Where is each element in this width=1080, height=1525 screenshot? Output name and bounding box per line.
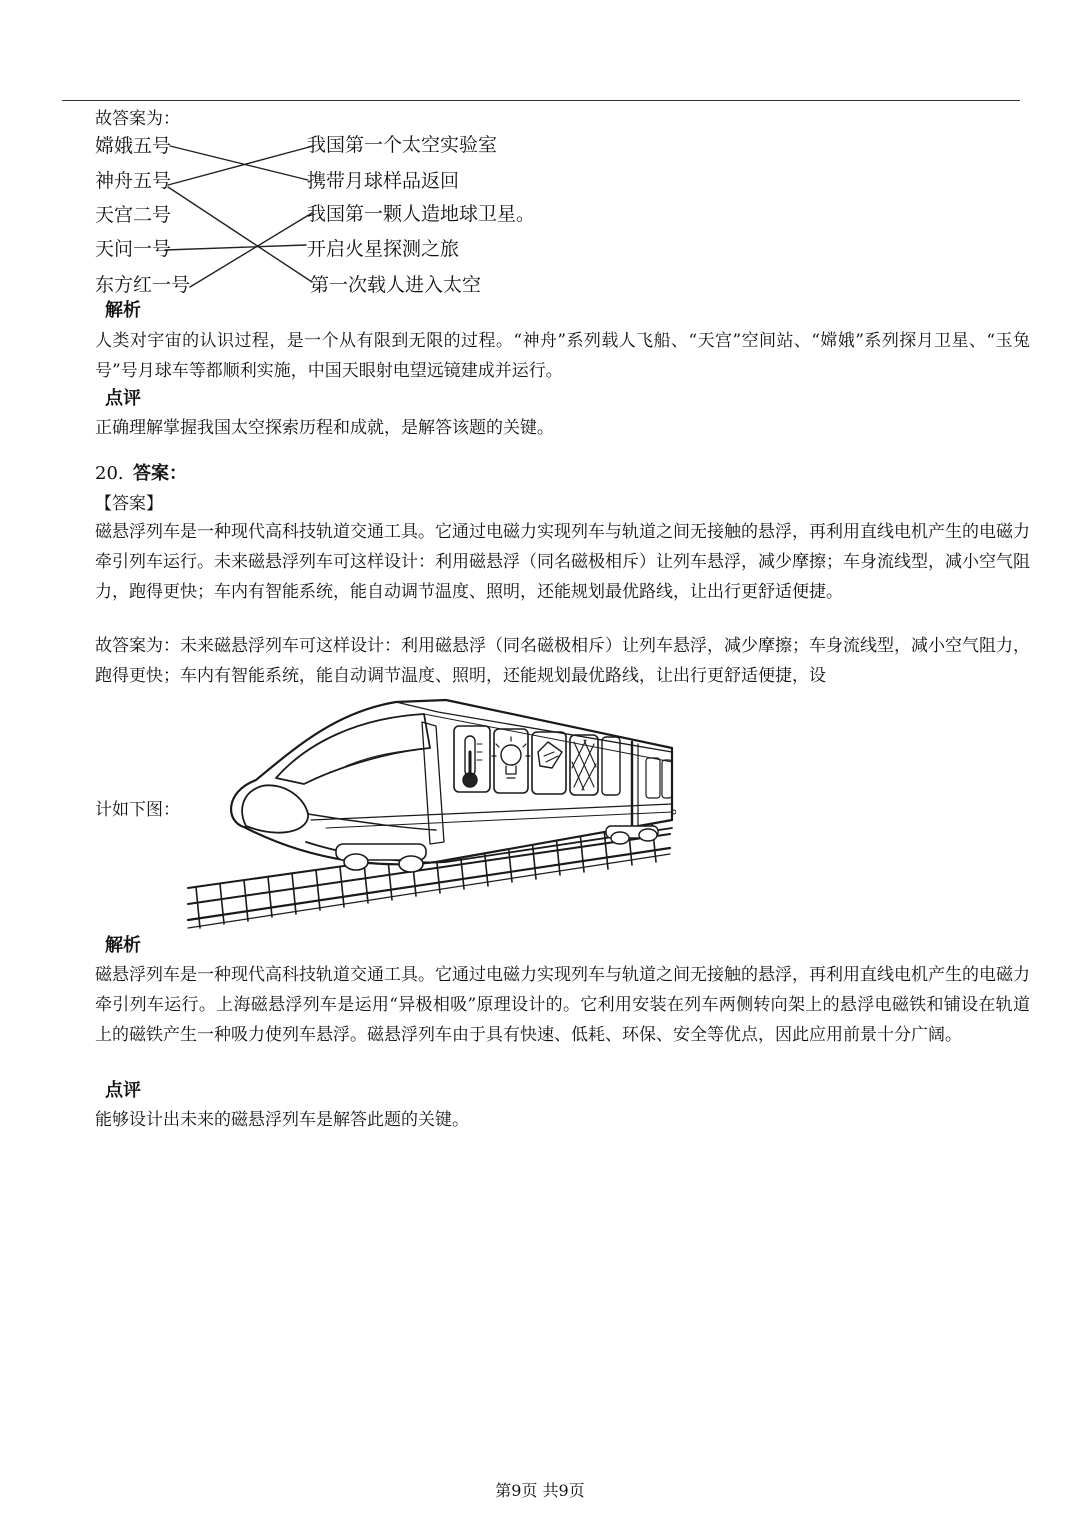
page-footer: 第9页 共9页 [495, 1481, 585, 1500]
q20-comment-text: 能够设计出未来的磁悬浮列车是解答此题的关键。 [95, 1110, 469, 1130]
match-lines [0, 0, 600, 310]
q19-analysis-text: 人类对宇宙的认识过程，是一个从有限到无限的过程。“神舟”系列载人飞船、“天宫”空间站、“嫦娥”系列探月卫星、“玉兔号”号月球车等都顺利实施，中国天眼射电望远镜建成并运行。 [95, 331, 1030, 381]
q20-answer-heading: 答案： [133, 463, 187, 484]
match-left-3: 天宫二号 [95, 204, 172, 226]
answer-intro: 故答案为： [95, 109, 180, 129]
q20-comment-heading: 点评 [105, 1080, 141, 1101]
q20-answer-text: 磁悬浮列车是一种现代高科技轨道交通工具。它通过电磁力实现列车与轨道之间无接触的悬浮，再利用直线电机产生的电磁力牵引列车运行。未来磁悬浮列车可这样设计：利用磁悬浮（同名磁极相斥）让列车悬浮，减少摩擦；车身流线型，减小空气阻力，跑得更快；车内有智能系统，能自动调节温度、照明，还能规划最优路线，让出行更舒适便捷。 [95, 522, 1030, 602]
match-right-3: 我国第一颗人造地球卫星。 [307, 203, 536, 225]
match-left-2: 神舟五号 [95, 170, 172, 192]
match-right-4: 开启火星探测之旅 [307, 238, 460, 260]
match-left-1: 嫦娥五号 [95, 135, 172, 157]
match-right-1: 我国第一个太空实验室 [307, 134, 498, 156]
q20-analysis-text: 磁悬浮列车是一种现代高科技轨道交通工具。它通过电磁力实现列车与轨道之间无接触的悬浮，再利用直线电机产生的电磁力牵引列车运行。上海磁悬浮列车是运用“异极相吸”原理设计的。它利用安装在列车两侧转向架上的悬浮电磁铁和铺设在轨道上的磁铁产生一种吸力使列车悬浮。磁悬浮列车由于具有快速、低耗、环保、安全等优点，因此应用前景十分广阔。 [95, 965, 1030, 1045]
q20-final-text: 故答案为：未来磁悬浮列车可这样设计：利用磁悬浮（同名磁极相斥）让列车悬浮，减少摩擦；车身流线型，减小空气阻力，跑得更快；车内有智能系统，能自动调节温度、照明，还能规划最优路线，让出行更舒适便捷，设 [95, 636, 1030, 686]
q19-comment-heading: 点评 [105, 388, 141, 409]
q20-answer-tag: 【答案】 [95, 494, 163, 514]
match-right-2: 携带月球样品返回 [307, 170, 460, 192]
maglev-train-illustration [186, 692, 676, 934]
match-left-5: 东方红一号 [95, 274, 191, 296]
match-left-4: 天问一号 [95, 238, 172, 260]
q20-analysis-heading: 解析 [105, 935, 141, 956]
q20-final-tail: 计如下图： [95, 800, 180, 820]
q20-number: 20. [95, 463, 124, 484]
match-right-5: 第一次载人进入太空 [310, 274, 482, 296]
q19-comment-text: 正确理解掌握我国太空探索历程和成就，是解答该题的关键。 [95, 418, 554, 438]
q19-analysis-heading: 解析 [105, 300, 141, 321]
